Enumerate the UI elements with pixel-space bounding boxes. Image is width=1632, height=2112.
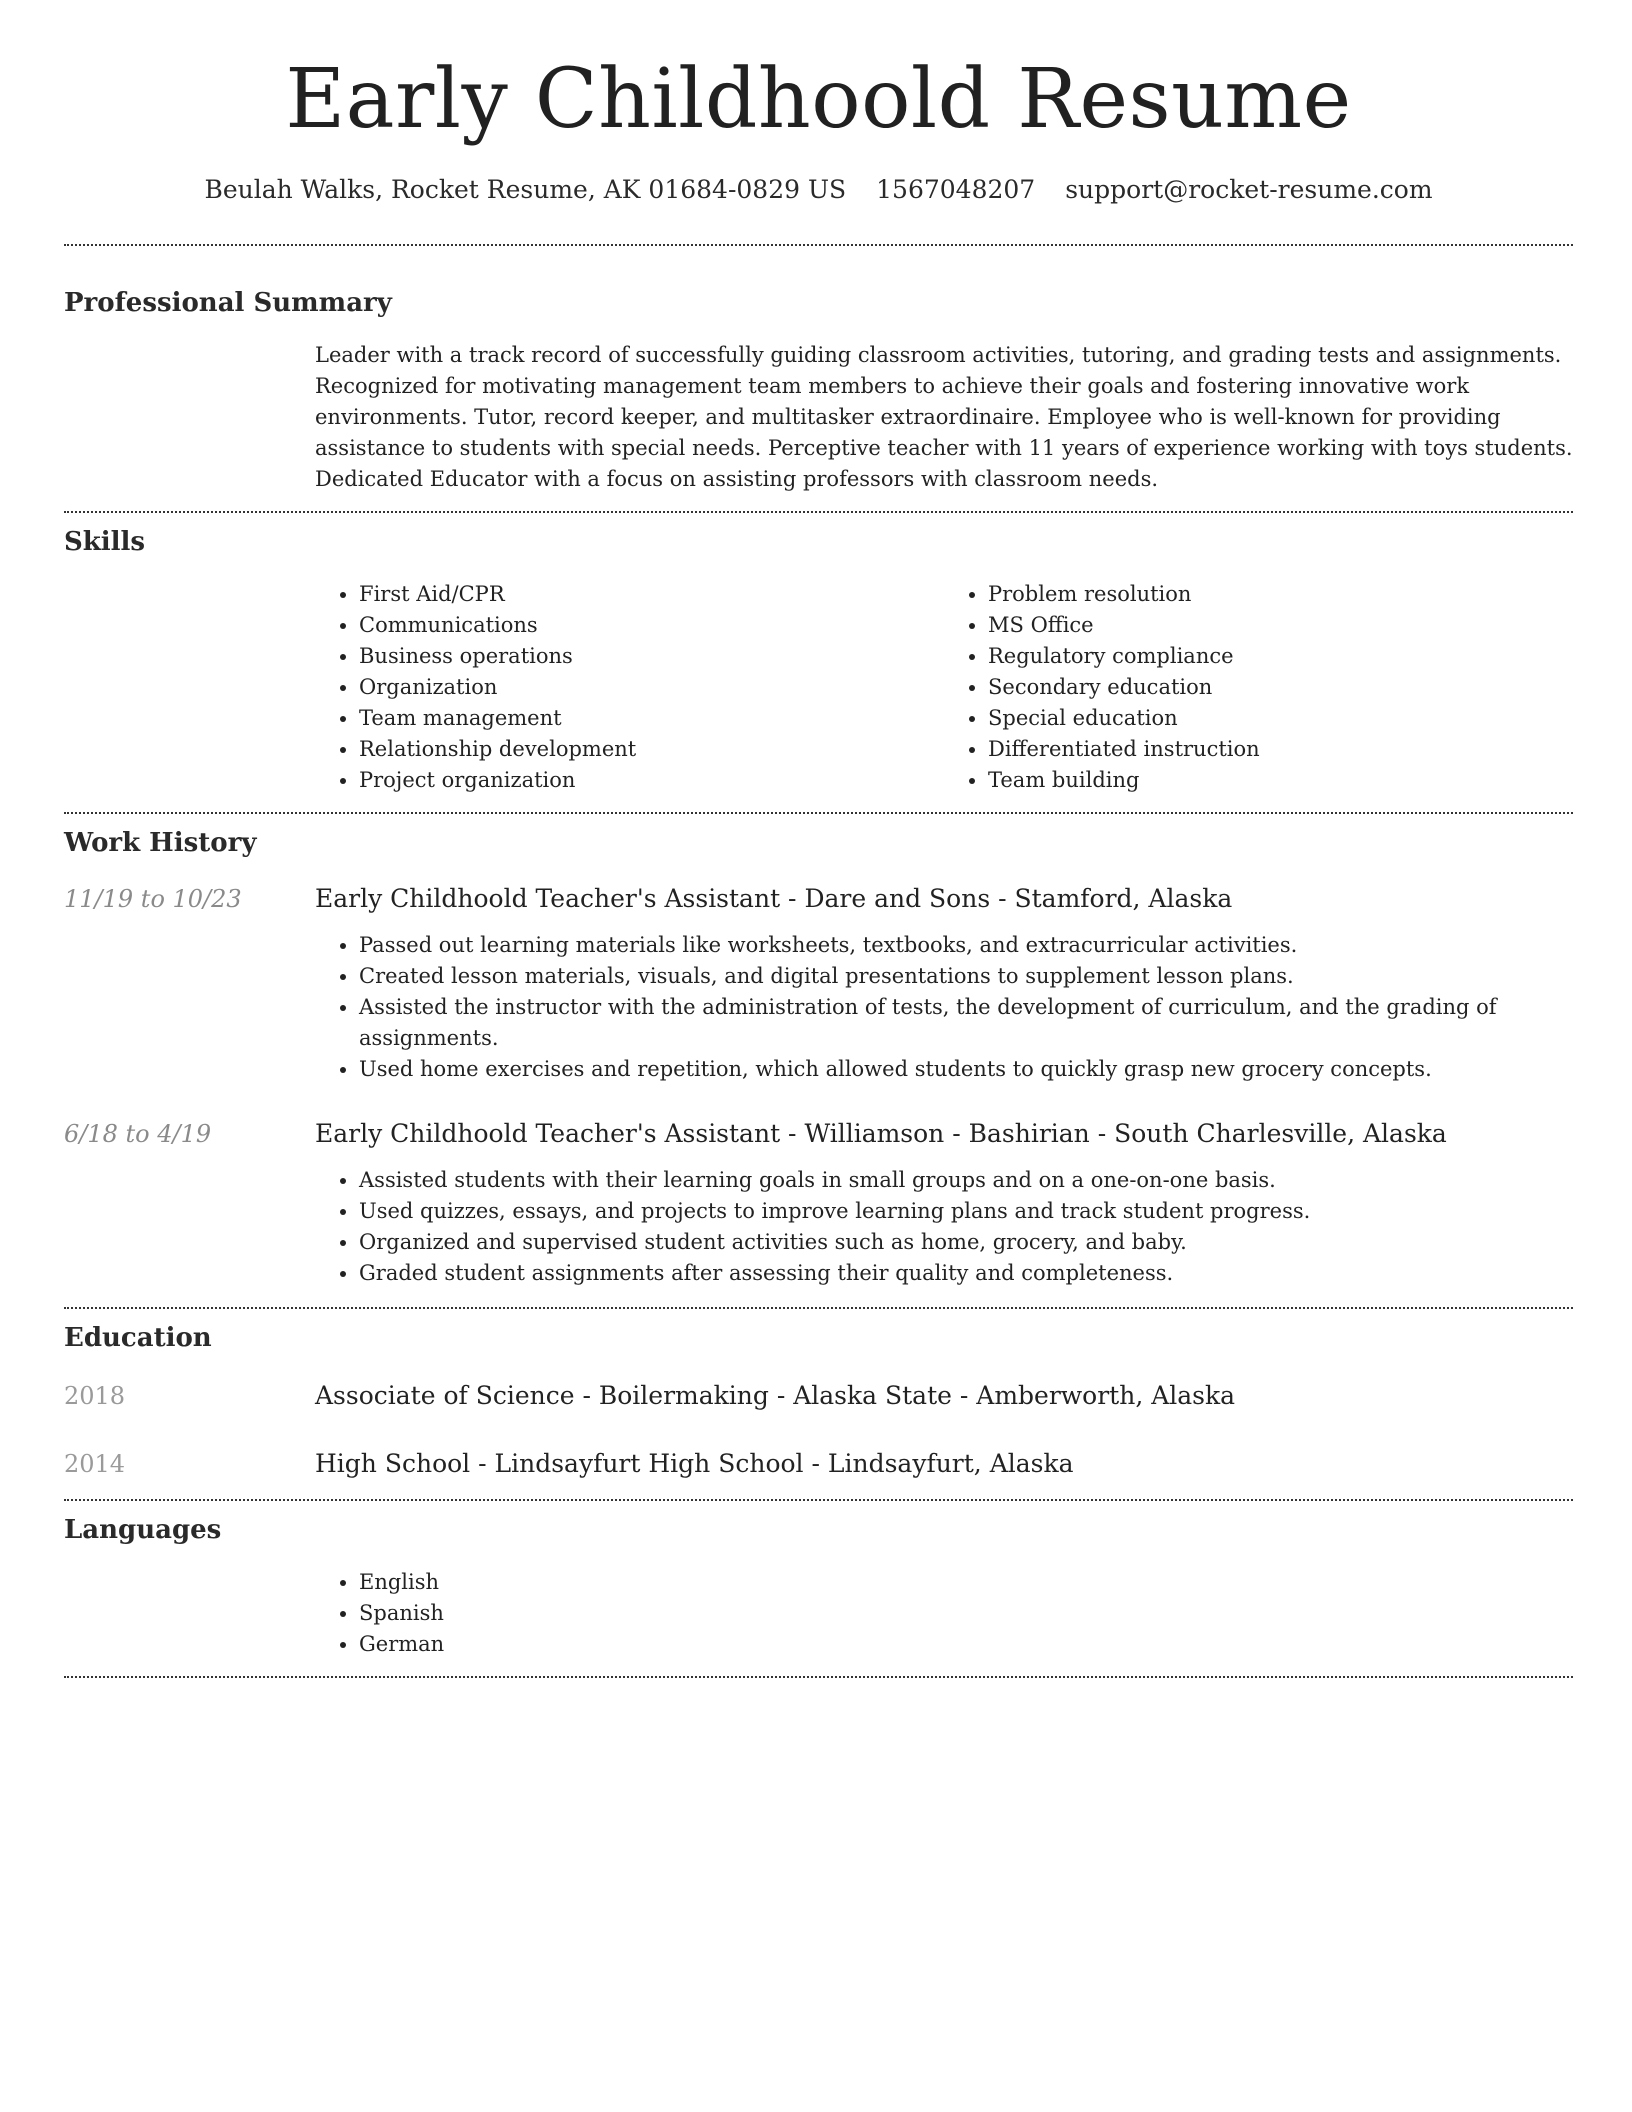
skill-item: • Business operations	[359, 641, 944, 672]
skill-item: • Special education	[988, 703, 1573, 734]
divider	[64, 1307, 1573, 1309]
job-bullet: • Assisted students with their learning goals in small groups and on a one-on-one basis.	[359, 1165, 1573, 1196]
skill-item: • Organization	[359, 672, 944, 703]
resume-page	[64, 0, 1573, 1678]
contact-phone: 1567048207	[876, 175, 1036, 204]
divider	[64, 1676, 1573, 1678]
skill-item: • First Aid/CPR	[359, 579, 944, 610]
job-title: Early Childhoold Teacher's Assistant - Williamson - Bashirian - South Charlesville, Alaska	[315, 1119, 1447, 1148]
skill-item: • Communications	[359, 610, 944, 641]
resume-title: Early Childhoold Resume	[285, 52, 1352, 147]
education-title: High School - Lindsayfurt High School - Lindsayfurt, Alaska	[315, 1449, 1074, 1478]
divider	[64, 244, 1573, 246]
divider	[64, 511, 1573, 513]
divider	[64, 812, 1573, 814]
section-title-summary: Professional Summary	[64, 288, 392, 318]
job-bullet: • Used quizzes, essays, and projects to improve learning plans and track student progress.	[359, 1196, 1573, 1227]
job-bullet: • Used home exercises and repetition, which allowed students to quickly grasp new grocery concepts.	[359, 1054, 1573, 1085]
section-title-work: Work History	[64, 828, 257, 858]
skill-item: • Team management	[359, 703, 944, 734]
education-title: Associate of Science - Boilermaking - Alaska State - Amberworth, Alaska	[315, 1381, 1236, 1410]
skill-item: • Project organization	[359, 765, 944, 796]
job-entry	[64, 1117, 1573, 1151]
skill-item: • Regulatory compliance	[988, 641, 1573, 672]
contact-line	[64, 174, 1573, 206]
contact-email: support@rocket-resume.com	[1065, 175, 1433, 204]
language-item: • Spanish	[359, 1598, 1573, 1629]
job-bullet: • Created lesson materials, visuals, and digital presentations to supplement lesson plans.	[359, 961, 1573, 992]
job-bullet: • Assisted the instructor with the administration of tests, the development of curriculum, and the grading of assignments.	[359, 992, 1573, 1054]
job-title: Early Childhoold Teacher's Assistant - Dare and Sons - Stamford, Alaska	[315, 884, 1233, 913]
job-bullets	[315, 930, 1573, 1085]
job-bullet: • Passed out learning materials like worksheets, textbooks, and extracurricular activities.	[359, 930, 1573, 961]
skill-item: • Problem resolution	[988, 579, 1573, 610]
job-entry	[64, 882, 1573, 916]
skills-column-left	[315, 579, 944, 796]
job-bullet: • Organized and supervised student activities such as home, grocery, and baby.	[359, 1227, 1573, 1258]
job-dates: 11/19 to 10/23	[64, 885, 242, 913]
languages-list	[315, 1567, 1573, 1660]
job-dates: 6/18 to 4/19	[64, 1120, 212, 1148]
skill-item: • Team building	[988, 765, 1573, 796]
skill-item: • Secondary education	[988, 672, 1573, 703]
skill-item: • Relationship development	[359, 734, 944, 765]
section-title-skills: Skills	[64, 527, 146, 557]
education-year: 2018	[64, 1382, 126, 1410]
language-item: • German	[359, 1629, 1573, 1660]
section-title-languages: Languages	[64, 1515, 222, 1545]
skill-item: • MS Office	[988, 610, 1573, 641]
language-item: • English	[359, 1567, 1573, 1598]
education-year: 2014	[64, 1450, 126, 1478]
skills-list	[315, 579, 1573, 796]
skill-item: • Differentiated instruction	[988, 734, 1573, 765]
education-entry	[64, 1447, 1573, 1481]
education-entry	[64, 1379, 1573, 1413]
job-bullet: • Graded student assignments after assessing their quality and completeness.	[359, 1258, 1573, 1289]
divider	[64, 1499, 1573, 1501]
section-title-education: Education	[64, 1323, 212, 1353]
summary-text: Leader with a track record of successfully guiding classroom activities, tutoring, and grading tests and assignments. Recognized for motivating management team members to achieve their goals and fostering innovative work environments. Tutor, record keeper, and multitasker extraordinaire. Employee who is well-known for providing assistance to students with special needs. Perceptive teacher with 11 years of experience working with toys students. Dedicated Educator with a focus on assisting professors with classroom needs.	[315, 343, 1573, 491]
contact-address: Beulah Walks, Rocket Resume, AK 01684-0829 US	[204, 175, 847, 204]
job-bullets	[315, 1165, 1573, 1289]
skills-column-right	[944, 579, 1573, 796]
